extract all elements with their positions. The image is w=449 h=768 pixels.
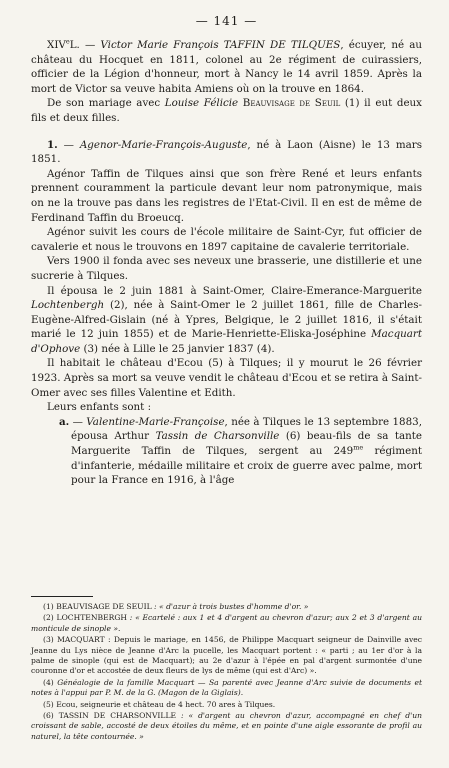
child-a-letter: a. (59, 415, 70, 428)
intro-paragraph: XIVeL. — Victor Marie François TAFFIN DE TILQUES, écuyer, né au château du Hocquet en 1811, colonel au 2e régiment de cuirassiers, officier de la Légion d'honneur, mort à Nancy le 14 avril 1859. Après la mort de Victor sa veuve habita Amiens où on la trouve en 1864. (31, 37, 422, 95)
section1-paragraph-particle: Agénor Taffin de Tilques ainsi que son frère René et leurs enfants prennent couramment la particule devant leur nom patronymique, mais on ne la trouve pas dans les registres de l'Etat-Civil. Il en est de même de Ferdinand Taffin du Broeucq. (31, 167, 422, 224)
valentine-name: — Valentine-Marie-Françoise (69, 415, 225, 428)
footnote-3: (3) MACQUART : Depuis le mariage, en 1456, de Philippe Macquart seigneur de Dainville avec Jeanne du Lys nièce de Jeanne d'Arc la pucelle, les Macquart portent : « parti ; au 1er d'or à la palme de sinople (qui est de Macquart); au 2e d'azur à l'épée en pal d'argent surmontée d'une couronne d'or et accostée de deux fleurs de lys de même (qui est d'Arc) ». (31, 635, 422, 676)
victor-surname: TAFFIN DE TILQUES (223, 39, 341, 51)
page-number: — 141 — (195, 14, 258, 28)
footnotes (31, 596, 422, 743)
section1-paragraph-marriage: Il épousa le 2 juin 1881 à Saint-Omer, Claire-Emerance-Marguerite Lochtenbergh (2), née à Saint-Omer le 2 juillet 1861, fille de Charles-Eugène-Alfred-Gislain (né à Ypres, Belgique, le 2 juillet 1816, il s'était marié le 12 juin 1855) et de Marie-Henriette-Eliska-Joséphine Macquart d'Ophove (3) née à Lille le 25 janvier 1837 (4). (31, 284, 422, 355)
wife-surname: Beauvisage de Seuil (242, 97, 341, 110)
section1-paragraph-chateau: Il habitait le château d'Ecou (5) à Tilques; il y mourut le 26 février 1923. Après sa mort sa veuve vendit le château d'Ecou et se retira à Saint-Omer avec ses filles Valentine et Edith. (31, 357, 422, 399)
wife-name: Louise Félicie (164, 97, 239, 110)
section1-paragraph-military: Agénor suivit les cours de l'école militaire de Saint-Cyr, fut officier de cavalerie et nous le trouvons en 1897 capitaine de cavalerie territoriale. (31, 226, 422, 253)
victor-name: Victor Marie François (100, 39, 219, 51)
section1-heading: 1. — Agenor-Marie-François-Auguste, né à Laon (Aisne) le 13 mars 1851. (31, 138, 422, 166)
marriage-paragraph: De son mariage avec Louise Félicie Beauvisage de Seuil (1) il eut deux fils et deux filles. (31, 97, 422, 124)
generation-number: XIVeL. — (47, 37, 101, 51)
footnote-2: (2) LOCHTENBERGH : « Ecartelé : aux 1 et 4 d'argent au chevron d'azur; aux 2 et 3 d'argent au monticule de sinople ». (31, 613, 422, 633)
child-a-entry (31, 415, 422, 488)
section1-paragraph-brewery: Vers 1900 il fonda avec ses neveux une brasserie, une distillerie et une sucrerie à Tilques. (31, 255, 422, 282)
footnote-6: (6) TASSIN DE CHARSONVILLE : « d'argent au chevron d'azur, accompagné en chef d'un croissant de sable, accosté de deux étoiles du même, et en pointe d'une aigle essorante de profil au naturel, la tête contournée. » (31, 711, 423, 741)
section1-children-intro: Leurs enfants sont : (47, 401, 152, 414)
footnote-divider (31, 596, 93, 597)
agenor-name: — Agenor-Marie-François-Auguste (57, 138, 248, 151)
husband-name: Tassin de Charsonville (155, 430, 280, 443)
child-a-paragraph: a. — Valentine-Marie-Françoise, née à Tilques le 13 septembre 1883, épousa Arthur Tassin de Charsonville (6) beau-fils de sa tante Marguerite Taffin de Tilques, sergent au $249^{me}$ régiment d'infanterie, médaille militaire et croix de guerre avec palme, mort pour la France en 1916, à l'âge (59, 415, 422, 487)
section1-number: 1. (47, 138, 58, 151)
footnote-5: (5) Ecou, seigneurie et château de 4 hect. 70 ares à Tilques. (43, 699, 276, 709)
footnote-1: (1) BEAUVISAGE DE SEUIL : « d'azur à trois bustes d'homme d'or. » (43, 602, 309, 611)
footnote-4: (4) Généalogie de la famille Macquart — Sa parenté avec Jeanne d'Arc suivie de documents et notes à l'appui par P. M. de la G. (Magon de la Giglais). (31, 677, 422, 698)
main-text (31, 38, 422, 488)
